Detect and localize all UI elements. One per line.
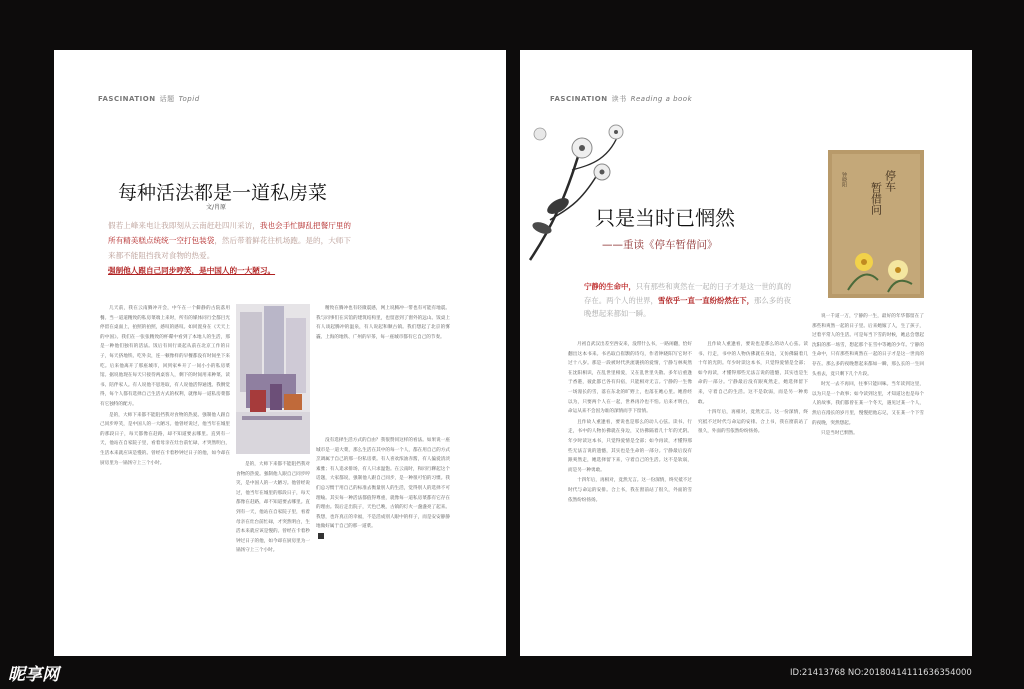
body-column-3-bottom	[316, 436, 450, 602]
body-paragraph: 月初自武汉出差至西安来，没带什么书，一路闲翻，恰好翻出这本书来。书名取自崔颢的诗句，作者钟晓阳写它时不过十八岁。那是一段被时代洪流裹挟的爱情，宁静与林爽然在沈阳相识，在乱世里相爱，又在乱世里失散。多年后重逢于香港，彼此都已各有归宿，只能相对无言。宁静的一生像一场漫长的雪，落在东北的旷野上，也落在她心里。她曾经以为，只要两个人在一起，世界再冷也不怕。后来才明白，命运从来不会因为谁的深情而手下留情。	[568, 342, 692, 415]
body-paragraph-5: 十四年后，再相对，竟然无言。这一份深情，终究抵不过时代与命运的安排。合上书，我在窗前站了很久，外面的雪依然纷纷扬扬。	[698, 410, 808, 435]
body-column-2	[698, 340, 808, 600]
site-watermark-logo: 昵享网	[8, 665, 59, 685]
lead-text: 假若上峰来电让我即刻从云南赶赴四川采访，	[108, 221, 260, 230]
header-section: 读书	[611, 95, 627, 103]
body-paragraph-7: 时光一去不再回，往事只能回味。当年读到这里，以为只是一个故事；如今读到这里，才知道这也是每个人的故事。我们都曾在某一个冬天，遇见过某一个人，然后在漫长的岁月里，慢慢把他忘记，又在某一个下雪的夜晚，突然想起。	[812, 382, 924, 426]
book-title-line1: 停车	[883, 170, 897, 192]
left-page	[54, 50, 506, 656]
body-column-3	[812, 312, 924, 602]
article-author: 文/肖原	[206, 204, 227, 211]
lead-highlight: 宁静的生命中，	[584, 282, 636, 291]
lead-text-2: ，然后带着鲜花往机场跑。是的，大师下来都不能阻挡我对食物的热爱。	[108, 236, 351, 260]
body-column-2-bottom	[236, 460, 310, 596]
book-author: 钟晓阳	[841, 172, 847, 187]
body-paragraph-2: 是的，大师下来都不能阻挡我对食物的热爱。强制他人跟自己同步哼笑，是中国人的一大陋习。他曾经说过，他当年在城里的那段日子，每天都像在赶路，却不知道要去哪里。直到有一天，他站在自家院子里，看着母亲在灶台前忙碌，才突然明白，生活本来就应该是慢的。曾经在卡着秒钟过日子的他，如今却在厨房里为一锅汤守上三个小时。	[100, 412, 230, 466]
header-brand: FASCINATION	[98, 95, 156, 103]
article-title: 每种活法都是一道私房菜	[118, 182, 328, 204]
body-paragraph: 几天前，我在云南腾冲开会，中午在一个僻静的古院落用餐。当一道道精致的私房菜端上来时，所有的媒体同行全都目光停留在桌面上，拍照的拍照，感叹的感叹。如同置身在《天天上的中国》。我们在一张张精致的杯碟中看到了本地人的生活，那是一种他们独有的活法。饭后有同行谈起从前在北京工作的日子，每天挤地铁、吃外卖，连一顿像样的早餐都没有时间坐下来吃。后来他离开了那座城市，回到家乡开了一间小小的私房菜馆。据说他现在每天只接待两桌客人，剩下的时间用来种菜、读书、陪伴家人。有人说他不思进取，有人说他活得通透。我倒觉得，每个人都有选择自己生活方式的权利，就像每一道私房菜都有它独特的配方。	[100, 306, 230, 407]
page-header	[98, 94, 200, 104]
end-mark-icon	[318, 533, 324, 539]
header-section: 话题	[159, 95, 175, 103]
article-title: 只是当时已惘然	[595, 206, 735, 230]
article-subtitle: ——重读《停车暂借问》	[602, 239, 718, 251]
book-cover-image	[828, 150, 924, 298]
city-painting-image	[236, 304, 310, 454]
article-lead	[584, 280, 796, 321]
closing-line: 只是当时已惘然。	[821, 431, 858, 437]
body-column-1	[568, 340, 692, 600]
body-paragraph-4: 精致在腾冲也有轻微震感，网上说腾冲一带也有可能有地震。我与同事们在宾馆的建筑结构里，也留意到了窗外的远山。饭桌上有人谈起腾冲的温泉，有人说起和顺古镇。我们想起了北京的雾霾、上海的地铁、广州的早茶，每一座城市都有它自己的节奏。	[316, 306, 450, 340]
header-section-en: Topid	[178, 95, 200, 103]
body-column-3-top	[316, 304, 450, 430]
lead-text: 只有那些和爽然在一起的日子才是这一世的真的存在。两个人的世界，	[584, 282, 791, 305]
article-lead	[108, 218, 358, 278]
header-section-en: Reading a book	[630, 95, 693, 103]
lead-text-2: 那么多的夜晚想起来都如一瞬。	[584, 295, 791, 318]
lead-quote: 强制他人跟自己同步哼笑，是中国人的一大陋习。	[108, 266, 276, 275]
body-column-1	[100, 304, 230, 594]
body-paragraph-6: 说一千道一万，宁静的一生，最好的年华都留在了那些和爽然一起的日子里。后来她嫁了人，生了孩子，过着平常人的生活。可是每当下雪的时候，她总会想起沈阳的那一场雪，想起那个在雪中等她的少年。宁静的生命中，只有那些和爽然在一起的日子才是这一世真的存在。那么多的夜晚想起来都如一瞬，那么长的一生回头看去，竟只剩下几个片段。	[812, 314, 924, 377]
page-header	[550, 94, 692, 104]
lead-highlight-2: 雪依乎一直一直纷纷然在下，	[657, 295, 755, 305]
book-title-line2: 暂借问	[869, 182, 883, 215]
body-paragraph-3: 是的，大师下来都不能阻挡我对食物的热爱。强制他人跟自己同步哼笑，是中国人的一大陋习。他曾经说过，他当年在城里的那段日子，每天都像在赶路，却不知道要去哪里。直到有一天，他站在自家院子里，看着母亲在灶台前忙碌，才突然明白，生活本来就应该是慢的。曾经在卡着秒钟过日子的他，如今却在厨房里为一锅汤守上三个小时。	[236, 462, 310, 554]
body-paragraph-3: 十四年后，再相对，竟然无言。这一份深情，终究抵不过时代与命运的安排。合上书，我在窗前站了很久，外面的雪依然纷纷扬扬。	[568, 478, 692, 503]
body-paragraph-2: 且作故人重逢看，要说也是那么的动人心弦。读书、行走，书中的人物仿佛就在身边，又仿佛隔着几十年的光阴。年少时读这本书，只觉得爱情是全部；如今再读，才懂得那些无法言说的遗憾，其实也是生命的一部分。宁静最后没有跟爽然走，她选择留下来，守着自己的生活。这不是软弱，而是另一种勇敢。	[568, 419, 692, 473]
body-paragraph-4: 且作故人重逢看，要说也是那么的动人心弦。读书、行走，书中的人物仿佛就在身边，又仿佛隔着几十年的光阴。年少时读这本书，只觉得爱情是全部；如今再读，才懂得那些无法言说的遗憾，其实也是生命的一部分。宁静最后没有跟爽然走，她选择留下来，守着自己的生活。这不是软弱，而是另一种勇敢。	[698, 342, 808, 405]
lead-highlight: 我也会手忙脚乱把餐厅里的所有精美糕点统统一空打包装袋	[108, 221, 351, 245]
body-paragraph-5: 没有选择生活方式的自由？我很赞同这样的看法。如果说一座城市是一道大菜，那么生活在其中的每一个人，都在用自己的方式烹调属于自己的那一份私房菜。有人喜欢浓油赤酱，有人偏爱清淡素雅；有人追求排场，有人只求温饱。在云南时，和同行聊起这个话题，大家都说，强制他人跟自己同步，是一种很可怕的习惯。我们总习惯于用自己的标准去衡量别人的生活，觉得别人的选择不可理喻。其实每一种活法都值得尊重，就像每一道私房菜都有它存在的理由。饭后走出院子，天色已晚，古镇的灯火一盏盏亮了起来。我想，也许真正的幸福，不是活成别人眼中的样子，而是安安静静地做好属于自己的那一道菜。	[316, 438, 450, 530]
right-page	[520, 50, 972, 656]
image-id-watermark: ID:21413768 NO:20180414111636354000	[790, 668, 972, 678]
header-brand: FASCINATION	[550, 95, 608, 103]
